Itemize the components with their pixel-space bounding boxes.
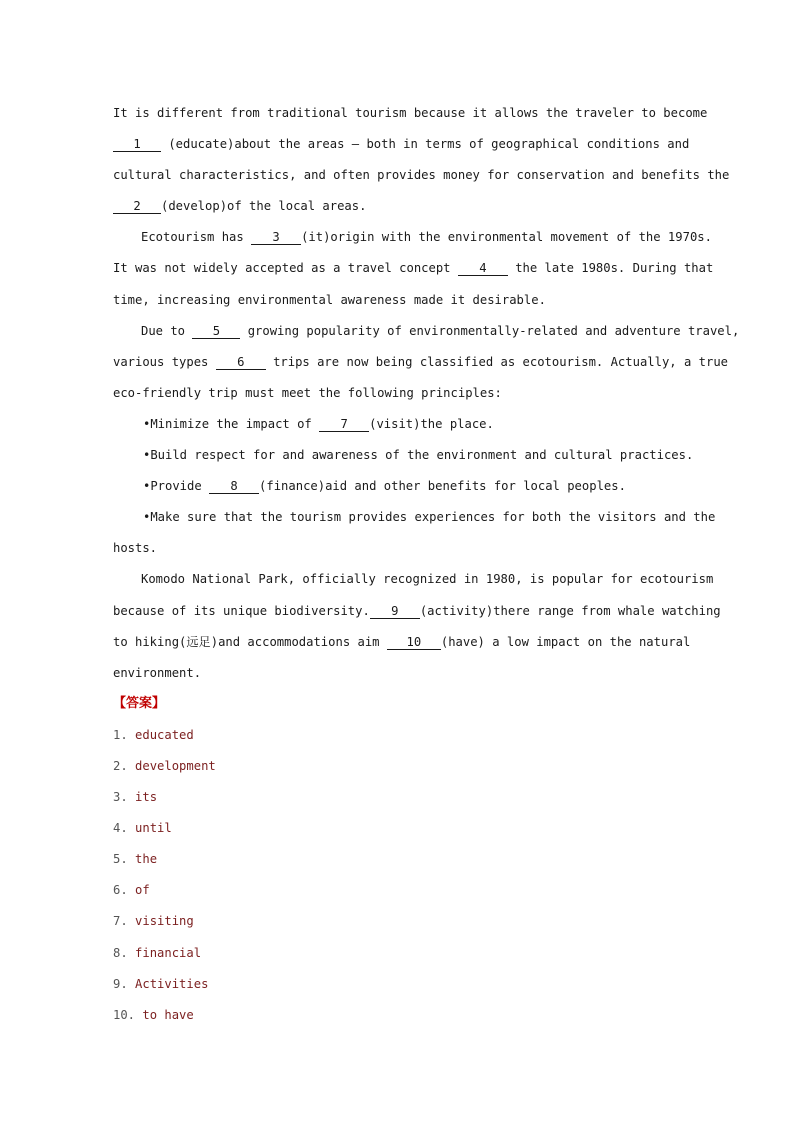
passage-line bbox=[113, 598, 721, 629]
blank-9[interactable]: 9 bbox=[370, 604, 420, 619]
passage-text: It is different from traditional tourism because it allows the traveler to become bbox=[113, 106, 708, 120]
passage-text: Due to bbox=[141, 323, 193, 338]
answer-number: 2. bbox=[113, 758, 128, 773]
blank-2[interactable]: 2 bbox=[113, 199, 161, 214]
answer-item bbox=[113, 1002, 680, 1033]
passage-text: •Provide bbox=[143, 479, 210, 494]
passage-line bbox=[113, 318, 740, 349]
answer-text: to have bbox=[142, 1007, 194, 1022]
answers-heading: 【答案】 bbox=[113, 695, 166, 711]
passage-line bbox=[113, 131, 690, 162]
answer-item bbox=[113, 846, 680, 877]
blank-5[interactable]: 5 bbox=[192, 324, 240, 339]
blank-10[interactable]: 10 bbox=[387, 635, 441, 650]
blank-4[interactable]: 4 bbox=[458, 261, 508, 276]
passage-text: because of its unique biodiversity. bbox=[113, 603, 370, 618]
passage-line bbox=[113, 535, 680, 566]
answer-number: 10. bbox=[113, 1007, 136, 1022]
passage-line bbox=[113, 255, 714, 286]
answer-text: Activities bbox=[135, 976, 209, 991]
answer-number: 5. bbox=[113, 852, 128, 867]
answer-number: 7. bbox=[113, 914, 128, 929]
passage-text: the late 1980s. During that bbox=[507, 261, 714, 276]
passage-text: (develop)of the local areas. bbox=[161, 199, 367, 214]
passage-line bbox=[113, 193, 680, 224]
answer-text: until bbox=[135, 821, 172, 836]
passage-line bbox=[113, 224, 712, 255]
passage-text: Komodo National Park, officially recognized in 1980, is popular for ecotourism bbox=[141, 572, 714, 587]
passage-text: Ecotourism has bbox=[141, 230, 252, 245]
answer-text: financial bbox=[135, 945, 202, 960]
passage-text: (educate)about the areas – both in terms of geographical conditions and bbox=[161, 137, 690, 152]
answer-item bbox=[113, 971, 680, 1002]
answer-number: 4. bbox=[113, 821, 128, 836]
blank-3[interactable]: 3 bbox=[251, 230, 301, 245]
passage-text: eco-friendly trip must meet the following principles: bbox=[113, 385, 502, 400]
answer-number: 1. bbox=[113, 727, 128, 742]
answer-text: its bbox=[135, 790, 158, 805]
passage-text: growing popularity of environmentally-related and adventure travel, bbox=[240, 323, 740, 338]
passage-text: time, increasing environmental awareness made it desirable. bbox=[113, 292, 546, 307]
passage-line bbox=[113, 566, 714, 597]
blank-6[interactable]: 6 bbox=[216, 355, 266, 370]
answer-number: 6. bbox=[113, 883, 128, 898]
answer-text: development bbox=[135, 758, 216, 773]
blank-8[interactable]: 8 bbox=[209, 479, 259, 494]
answer-text: educated bbox=[135, 727, 194, 742]
passage-text: •Minimize the impact of bbox=[143, 416, 320, 431]
bullet-item bbox=[113, 442, 694, 473]
passage-text: •Build respect for and awareness of the environment and cultural practices. bbox=[143, 448, 694, 463]
passage-text: (visit)the place. bbox=[369, 416, 494, 431]
answer-item bbox=[113, 940, 680, 971]
answer-item bbox=[113, 753, 680, 784]
passage-text: hosts. bbox=[113, 541, 158, 556]
answer-item bbox=[113, 908, 680, 939]
bullet-item bbox=[113, 473, 680, 504]
passage-line bbox=[113, 287, 680, 318]
passage-text: (it)origin with the environmental movement of the 1970s. bbox=[301, 230, 712, 245]
bullet-item bbox=[113, 411, 680, 442]
passage-line bbox=[113, 349, 728, 380]
passage-text: trips are now being classified as ecotourism. Actually, a true bbox=[265, 354, 728, 369]
answer-item bbox=[113, 877, 680, 908]
passage-text: various types bbox=[113, 354, 216, 369]
blank-1[interactable]: 1 bbox=[113, 137, 161, 152]
passage-text: •Make sure that the tourism provides experiences for both the visitors and the bbox=[143, 510, 716, 525]
answer-number: 8. bbox=[113, 945, 128, 960]
passage-text: environment. bbox=[113, 665, 202, 680]
passage-line bbox=[113, 380, 680, 411]
answers-list bbox=[113, 722, 680, 1033]
passage-line bbox=[113, 162, 730, 193]
passage-line bbox=[113, 629, 691, 660]
answer-number: 9. bbox=[113, 976, 128, 991]
answer-item bbox=[113, 722, 680, 753]
answer-number: 3. bbox=[113, 790, 128, 805]
passage-text: (activity)there range from whale watching bbox=[419, 603, 721, 618]
document-page bbox=[113, 100, 740, 1033]
passage-line bbox=[113, 100, 708, 131]
passage-line bbox=[113, 660, 680, 691]
answer-text: of bbox=[135, 883, 150, 898]
answer-item bbox=[113, 815, 680, 846]
passage-text: (finance)aid and other benefits for local peoples. bbox=[259, 479, 626, 494]
answer-text: the bbox=[135, 852, 158, 867]
passage-text: (have) a low impact on the natural bbox=[440, 634, 691, 649]
passage-text: It was not widely accepted as a travel concept bbox=[113, 261, 458, 276]
bullet-item bbox=[113, 504, 716, 535]
answer-item bbox=[113, 784, 680, 815]
passage-text: to hiking(远足)and accommodations aim bbox=[113, 634, 387, 649]
answer-text: visiting bbox=[135, 914, 194, 929]
passage-text: cultural characteristics, and often provides money for conservation and benefits the bbox=[113, 168, 730, 183]
blank-7[interactable]: 7 bbox=[319, 417, 369, 432]
